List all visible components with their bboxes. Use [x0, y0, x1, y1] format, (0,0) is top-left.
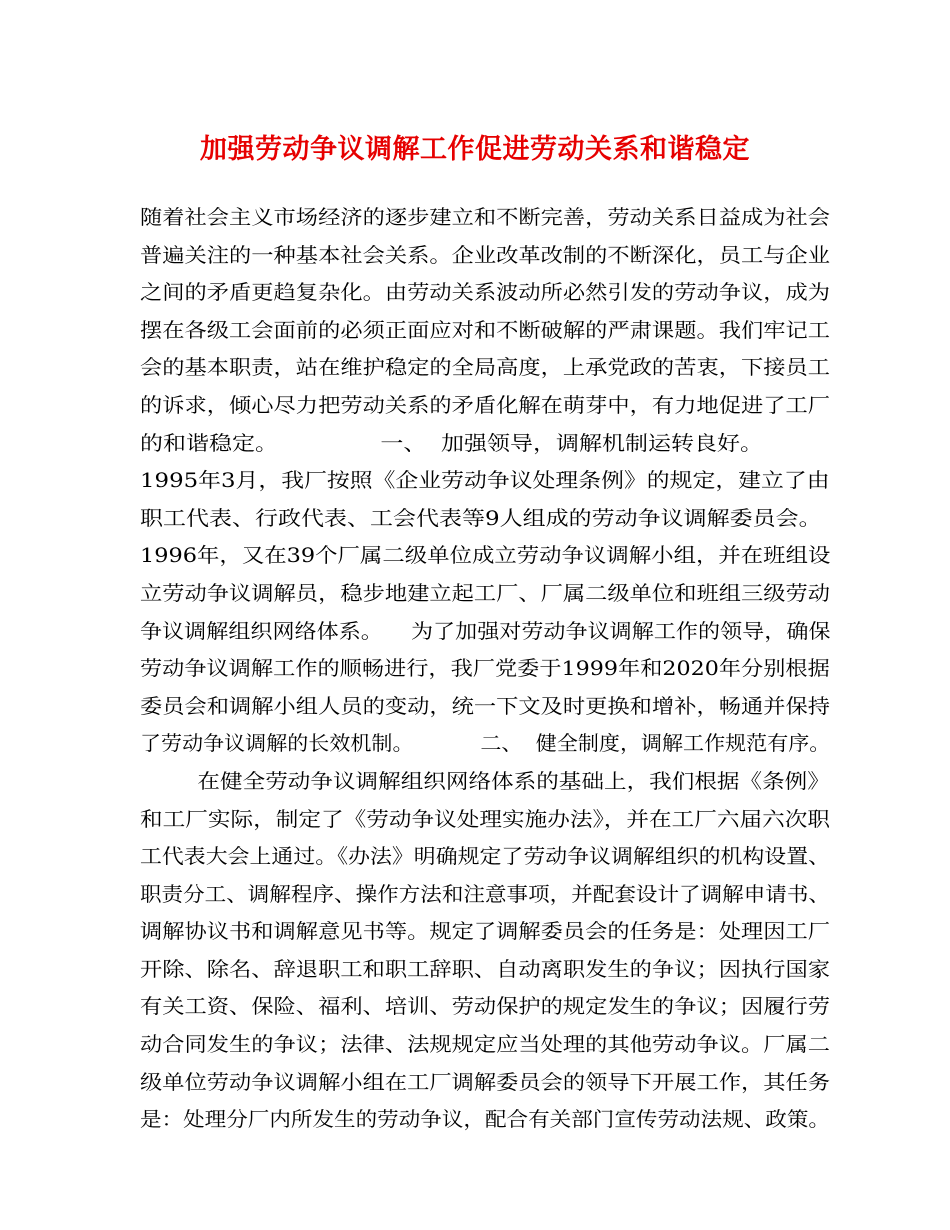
body-text-line: 在健全劳动争议调解组织网络体系的基础上，我们根据《条例》 — [140, 768, 830, 793]
body-text-line: 职责分工、调解程序、操作方法和注意事项，并配套设计了调解申请书、 — [140, 881, 830, 906]
body-text-line: 委员会和调解小组人员的变动，统一下文及时更换和增补，畅通并保持 — [140, 693, 830, 718]
body-text-line: 工代表大会上通过。《办法》明确规定了劳动争议调解组织的机构设置、 — [140, 844, 830, 869]
body-text-line: 立劳动争议调解员，稳步地建立起工厂、厂属二级单位和班组三级劳动 — [140, 580, 830, 605]
body-text-line: 1996年，又在39个厂属二级单位成立劳动争议调解小组，并在班组设 — [140, 543, 831, 568]
body-text-line: 的和谐稳定。 一、 加强领导，调解机制运转良好。 — [140, 430, 763, 455]
body-text-line: 会的基本职责，站在维护稳定的全局高度，上承党政的苦衷，下接员工 — [140, 355, 830, 380]
document-body — [140, 199, 830, 1139]
document-title: 加强劳动争议调解工作促进劳动关系和谐稳定 — [200, 134, 750, 165]
body-text-line: 1995年3月，我厂按照《企业劳动争议处理条例》的规定，建立了由 — [140, 468, 830, 493]
body-text-line: 摆在各级工会面前的必须正面应对和不断破解的严肃课题。我们牢记工 — [140, 317, 830, 342]
body-text-line: 是：处理分厂内所发生的劳动争议，配合有关部门宣传劳动法规、政策。 — [140, 1107, 830, 1132]
body-text-line: 调解协议书和调解意见书等。规定了调解委员会的任务是：处理因工厂 — [140, 919, 830, 944]
body-text-line: 了劳动争议调解的长效机制。 二、 健全制度，调解工作规范有序。 — [140, 731, 831, 756]
body-text-line: 之间的矛盾更趋复杂化。由劳动关系波动所必然引发的劳动争议，成为 — [140, 280, 830, 305]
body-text-line: 和工厂实际，制定了《劳动争议处理实施办法》，并在工厂六届六次职 — [140, 806, 830, 831]
body-text-line: 动合同发生的争议；法律、法规规定应当处理的其他劳动争议。厂属二 — [140, 1032, 830, 1057]
body-text-line: 普遍关注的一种基本社会关系。企业改革改制的不断深化，员工与企业 — [140, 242, 830, 267]
body-text-line: 有关工资、保险、福利、培训、劳动保护的规定发生的争议；因履行劳 — [140, 994, 830, 1019]
body-text-line: 争议调解组织网络体系。 为了加强对劳动争议调解工作的领导，确保 — [140, 618, 831, 643]
body-text-line: 随着社会主义市场经济的逐步建立和不断完善，劳动关系日益成为社会 — [140, 205, 830, 229]
body-text-line: 开除、除名、辞退职工和职工辞职、自动离职发生的争议；因执行国家 — [140, 956, 830, 981]
body-text-line: 劳动争议调解工作的顺畅进行，我厂党委于1999年和2020年分别根据 — [140, 656, 830, 681]
body-text-line: 级单位劳动争议调解小组在工厂调解委员会的领导下开展工作，其任务 — [140, 1069, 830, 1094]
body-text-line: 的诉求，倾心尽力把劳动关系的矛盾化解在萌芽中，有力地促进了工厂 — [140, 392, 830, 417]
body-text-line: 职工代表、行政代表、工会代表等9人组成的劳动争议调解委员会。 — [140, 505, 822, 530]
